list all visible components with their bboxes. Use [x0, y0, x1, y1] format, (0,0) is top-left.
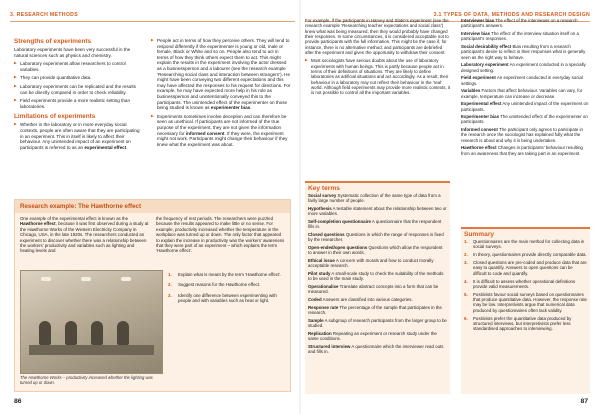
strength-item: ▶ Laboratory experiments can be replicated and the results can be directly compared in order to check reliability. [14, 84, 144, 95]
glossary-definition: Any unintended impact of the experiment on participants. [461, 101, 589, 112]
summary-list [461, 239, 590, 331]
glossary-entry [461, 127, 590, 143]
key-term [308, 271, 447, 282]
question-text: Explain what is meant by the term ‘Hawthorne effect’. [178, 272, 282, 277]
summary-number: 6. [464, 315, 468, 321]
glossary-term: Laboratory experiment [461, 62, 509, 68]
glossary-definition: The unintended effect of the experimenter on participants. [461, 114, 588, 125]
key-term-definition: Questions in which the range of responses is fixed by the researcher. [308, 231, 444, 243]
key-term-definition: A testable statement about the relationship between two or more variables. [308, 205, 447, 217]
glossary-column [461, 18, 590, 158]
summary-title: Summary [464, 231, 495, 238]
key-term-definition: Systematic collection of the same type of data from a fairly large number of people. [308, 193, 441, 204]
running-header-right: 3.1 TYPES OF DATA, METHODS AND RESEARCH DESIGN [305, 8, 590, 22]
col2-text: Experiments sometimes involve deception and can therefore be seen as unethical. If participants are not informed of the true purpose of the experiment, they are not given the information necessary for [157, 113, 287, 136]
glossary-entry [461, 75, 590, 86]
glossary-entry [461, 18, 590, 29]
glossary-term: Social desirability effect [461, 43, 512, 49]
strengths-list [14, 61, 144, 109]
key-term-definition: Translate abstract concepts into a form that can be measured. [308, 283, 439, 295]
glossary-definition: Bias resulting from a research participant’s desire to reflect in their responses what is generally seen as the right way to behave. [461, 43, 586, 60]
summary-text: Closed questions are pre-coded and produce data that are easy to quantify. Answers to open questions can be difficult to code and quantify. [473, 260, 587, 276]
glossary-definition: An experiment conducted in a specially designed setting. [461, 62, 586, 73]
lamp-shape [121, 277, 131, 281]
summary-number: 4. [464, 278, 468, 284]
key-term [308, 297, 447, 302]
question-number: 2. [168, 282, 172, 288]
research-example-para-2: the frequency of rest periods. The researchers were puzzled because the results appeared to make little or no sense. For example, productivity increased whether the temperature in the workplace was turned up or down. The only factor that appeared to explain the increase in productivity was the workers’ awareness that they were part of an experiment – which explains the term ‘Hawthorne effect’. [156, 216, 285, 254]
strength-item: ▶ Field experiments provide a more realistic setting than laboratories. [14, 98, 144, 109]
glossary-definition: The effect of the interview situation itself on a participant’s responses. [461, 30, 579, 42]
summary-number: 5. [464, 291, 468, 297]
question-number: 3. [168, 292, 172, 298]
glossary-term: Interviewer bias [461, 18, 495, 23]
glossary-entry [461, 145, 590, 156]
question-text: Identify one difference between experimenting with people and with variables such as heat or light. [178, 292, 277, 304]
glossary-term: Hawthorne effect [461, 145, 497, 151]
question-item [168, 282, 286, 287]
limitation-item [14, 122, 144, 150]
glossary-definition: The effect of the interviewer on a research participant’s answers. [461, 18, 578, 29]
running-header-left: 3. RESEARCH METHODS [10, 8, 295, 22]
research-example-box [14, 199, 291, 392]
key-term [308, 219, 447, 230]
key-term-name: Closed questions [308, 231, 345, 237]
key-term-definition: A small-scale study to check the suitability of the methods to be used in the main study. [308, 270, 444, 282]
glossary-entry [461, 114, 590, 125]
research-example-title: Research example: The Hawthorne effect [15, 200, 290, 213]
column-strengths [14, 38, 144, 153]
strengths-heading: Strengths of experiments [14, 38, 92, 45]
lamp-shape [81, 277, 91, 281]
key-term-name: Self-completion questionnaire [308, 218, 371, 224]
col3-para: For example, if the participants in Harvey and Slatin’s experiment (see the research example ‘Researching teacher expectations and social class’) knew what was being measured, then they would probably have changed their responses. In some circumstances, it is considered acceptable not to provide participants with the full information. This might be the case if, for instance, there is no alternative method, and participants are debriefed after the experiment and given the opportunity to withdraw their consent. [305, 18, 449, 56]
summary-text: In theory, questionnaires provide directly comparable data. [473, 252, 587, 258]
key-term [308, 258, 447, 269]
key-term-name: Sample [308, 317, 324, 323]
key-term [308, 318, 447, 329]
summary-text: Questionnaires are the main method for collecting data in social surveys. [473, 239, 585, 250]
col2-text-end: . If they were, the experiment might not work. Participants might change their behaviour if they knew what the experiment was about. [157, 130, 288, 147]
hawthorne-works-photo [20, 270, 163, 374]
summary-number: 3. [464, 260, 468, 266]
worker-figure [39, 321, 51, 345]
research-example-questions [168, 272, 286, 309]
question-item [168, 272, 286, 277]
key-term [308, 305, 447, 316]
summary-item [464, 279, 587, 290]
key-term-definition: Repeating an experiment or research study under the same conditions. [308, 330, 437, 341]
key-term-name: Response rate [308, 304, 339, 310]
glossary-definition: An experiment conducted in everyday social settings. [461, 75, 583, 86]
para-text: , because it was first observed during a study at the Hawthorne Works of the Western Electricity Company in Chicago, USA, in the late 1920s. The researchers conducted an experiment to discover whether there was a relationship between the workers’ productivity and variables such as lighting and heating levels and [20, 221, 149, 254]
key-term-name: Ethical issue [308, 257, 335, 263]
glossary-term: Field experiment [461, 75, 496, 81]
key-term [308, 331, 447, 342]
key-term-name: Open-ended/open questions [308, 244, 368, 250]
key-term-name: Replication [308, 330, 332, 336]
key-term [308, 232, 447, 243]
worker-figure [117, 321, 129, 345]
glossary-entry [461, 62, 590, 73]
col2-text: People act in terms of how they perceive others. They will tend to respond differently if the experimenter is young or old, male or female, Black or White and so on. People also tend to act in terms of how they think others expect them to act. This might explain the results in the experiment involving the actor dressed as a businessperson and a labourer (see the research example ‘Researching social class and interaction between strangers’). He might have been conveying two different expectations and this may have affected the responses to his request for directions. For example, he may have expected more help in his role as businessperson and unintentionally conveyed this to the participants. The unintended effect of the experimenter on those being studied is known as [157, 38, 291, 111]
col2-text-end: . [250, 105, 252, 111]
limitation-text-end: . [126, 144, 128, 150]
question-item [168, 293, 286, 304]
key-term-definition: The percentage of the sample that participates in the research. [308, 304, 442, 315]
page-number-right: 87 [580, 398, 588, 405]
key-term-name: Social survey [308, 193, 337, 198]
strengths-intro: Laboratory experiments have been very successful in the natural sciences such as physics and chemistry. [14, 47, 131, 58]
key-term-hawthorne-effect: Hawthorne effect [20, 221, 56, 227]
summary-text: Positivists favour social surveys based on questionnaires that produce quantitative data. However, the response rate may be low. Interpretivists argue that numerical data produced by questionnaires often lack validity. [473, 291, 587, 313]
strength-item: ▶ Laboratory experiments allow researchers to control variables. [14, 61, 144, 72]
research-example-body [20, 216, 285, 254]
worker-figure [91, 321, 103, 345]
key-term-informed-consent: informed consent [185, 130, 225, 136]
glossary-term: Experimenter bias [461, 114, 500, 120]
page-gutter [299, 0, 301, 414]
key-term-definition: A subgroup of research participants from the larger group to be studied. [308, 317, 447, 328]
lamp-shape [41, 277, 51, 281]
limitation-text: Whether in the laboratory or in more everyday social contexts, people are often aware that they are participating in an experiment. This in itself is likely to affect their behaviour. Any unintended impact of an experiment on participants is referred to as an [20, 122, 140, 150]
key-term-definition: A questionnaire which the interviewer read outs and fills in. [308, 343, 444, 354]
glossary-term: Interview bias [461, 30, 491, 36]
col3-list [305, 58, 451, 95]
summary-number: 1. [464, 239, 468, 244]
key-term [308, 206, 447, 217]
col3-item: ▶ Most sociologists have serious doubts about the use of laboratory experiments with human beings. This is partly because people act in terms of their definitions of situations. They are likely to define laboratories as artificial situations and act accordingly. As a result, their behaviour in a laboratory may not reflect their behaviour in the ‘real’ world. Although field experiments may provide more realistic contexts, it is not possible to control all the important variables. [305, 58, 451, 95]
summary-box [461, 227, 590, 394]
summary-item [464, 316, 587, 332]
key-term-experimental-effect: experimental effect [84, 144, 127, 150]
summary-item [464, 260, 587, 276]
summary-item [464, 239, 587, 250]
key-term-name: Operationalise [308, 283, 339, 289]
glossary-entry [461, 101, 590, 112]
key-term-definition: A questionnaire that the respondent fills in. [308, 218, 442, 230]
worker-figure [65, 321, 77, 345]
summary-item [464, 252, 587, 257]
key-term-definition: Answers are classified into various categories. [321, 296, 413, 302]
glossary-entry [461, 44, 590, 60]
col2-list [151, 38, 291, 147]
summary-text: It is difficult to assess whether operational definitions provide valid measurements. [473, 278, 576, 289]
glossary-entry [461, 88, 590, 99]
column-ethics [305, 18, 451, 99]
glossary-definition: Factors that affect behaviour. Variables can vary, for example, temperature can increase or decrease. [461, 88, 583, 99]
limitations-heading: Limitations of experiments [14, 113, 96, 121]
question-number: 1. [168, 272, 172, 277]
key-term [308, 284, 447, 295]
glossary-term: Variables [461, 88, 481, 94]
col2-item [151, 38, 291, 111]
limitations-list [14, 122, 144, 150]
workbench-shape [29, 345, 154, 355]
key-terms-title: Key terms [308, 185, 340, 192]
photo-caption: The Hawthorne Works – productivity increased whether the lighting was turned up or down. [20, 375, 153, 386]
page-number-left: 86 [14, 398, 22, 405]
glossary-term: Experimental effect [461, 101, 502, 107]
key-term-name: Pilot study [308, 270, 331, 276]
key-term-definition: Questions which allow the respondent to answer in their own words. [308, 244, 443, 256]
column-experimenter-bias [151, 38, 291, 150]
glossary-entry [461, 31, 590, 42]
glossary-definition: The participant only agrees to participate in the research once the sociologist has explained fully what the research is about and why it is being undertaken. [461, 127, 583, 143]
para-text: One example of the experimental effect is known as the [20, 216, 129, 221]
strength-item: ▶ They can provide quantitative data. [14, 75, 144, 81]
glossary-definition: Changes in participants’ behaviour resulting from an awareness that they are taking part in an experiment. [461, 145, 583, 156]
summary-number: 2. [464, 252, 468, 258]
key-term-name: Hypothesis [308, 205, 332, 211]
key-terms-list [305, 193, 450, 354]
key-term-name: Coded [308, 296, 322, 302]
key-term [308, 193, 447, 204]
col2-item [151, 114, 291, 148]
question-text: Suggest reasons for the Hawthorne effect. [178, 282, 261, 288]
key-term-definition: A concern with morals and how to conduct morally acceptable research. [308, 257, 434, 269]
key-term-name: Structured interview [308, 343, 351, 349]
glossary-term: Informed consent [461, 127, 498, 133]
research-example-para-1 [20, 216, 149, 254]
summary-text: Positivists prefer the quantitative data produced by structured interviews, but interpretivists prefer less standardised approaches to interviewing. [473, 315, 572, 332]
key-term [308, 344, 447, 355]
key-terms-box [305, 181, 450, 394]
key-term [308, 245, 447, 256]
summary-item [464, 292, 587, 313]
key-term-experimenter-bias: experimenter bias [210, 105, 251, 111]
